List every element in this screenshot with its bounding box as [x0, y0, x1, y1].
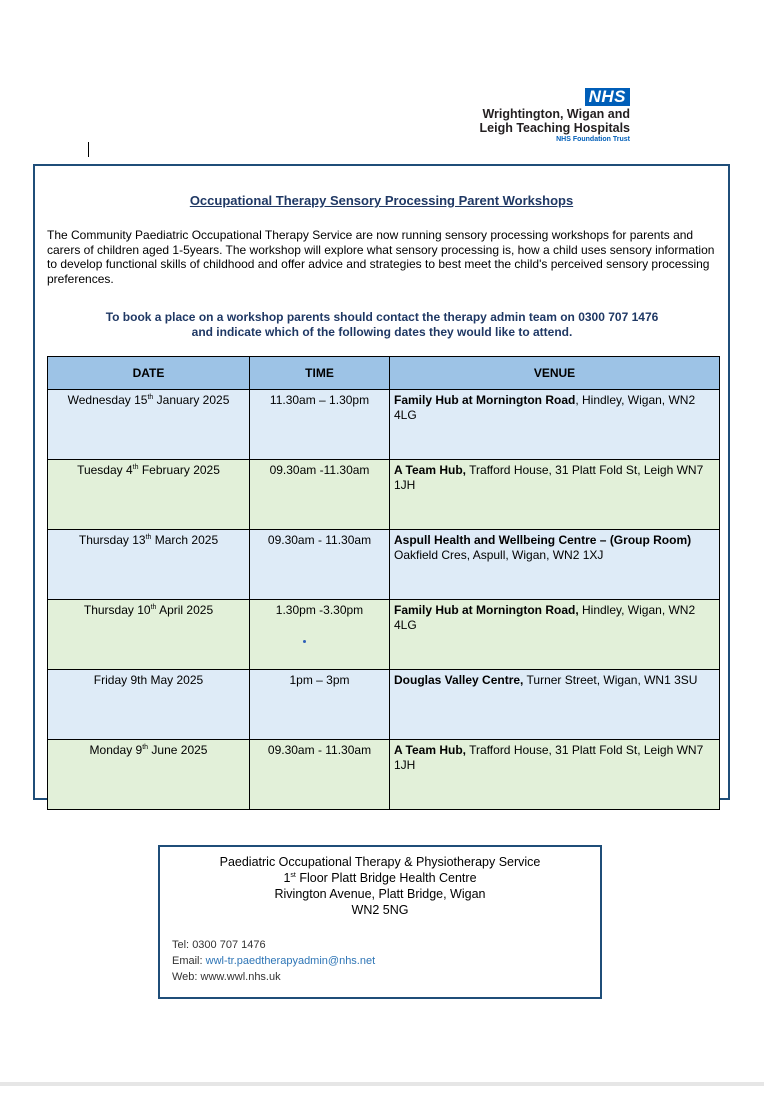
address-lines	[160, 854, 600, 918]
workshop-venue: Douglas Valley Centre, Turner Street, Wigan, WN1 3SU	[390, 670, 720, 740]
workshop-schedule-table	[47, 356, 720, 810]
email-link[interactable]: wwl-tr.paedtherapyadmin@nhs.net	[205, 955, 376, 967]
column-header-time: TIME	[250, 357, 390, 390]
text-cursor	[88, 142, 89, 157]
telephone-line: Tel: 0300 707 1476	[172, 939, 266, 951]
table-row	[48, 600, 720, 670]
table-row	[48, 740, 720, 810]
contact-details	[172, 937, 375, 985]
workshop-venue: Family Hub at Mornington Road, Hindley, Wigan, WN2 4LG	[390, 390, 720, 460]
workshop-date: Tuesday 4th February 2025	[48, 460, 250, 530]
table-row	[48, 460, 720, 530]
workshop-date: Monday 9th June 2025	[48, 740, 250, 810]
page-title: Occupational Therapy Sensory Processing Parent Workshops	[189, 193, 574, 208]
stray-dot-mark	[303, 640, 306, 643]
workshop-time: 1.30pm -3.30pm	[250, 600, 390, 670]
telephone-number: 0300 707 1476	[192, 939, 266, 951]
workshop-time: 09.30am -11.30am	[250, 460, 390, 530]
workshop-date: Thursday 13th March 2025	[48, 530, 250, 600]
booking-line-1: To book a place on a workshop parents should contact the therapy admin team on 0300 707 1476	[105, 310, 659, 324]
workshop-venue: A Team Hub, Trafford House, 31 Platt Fold St, Leigh WN7 1JH	[390, 460, 720, 530]
booking-line-2: and indicate which of the following dates they would like to attend.	[191, 325, 573, 339]
address-postcode: WN2 5NG	[351, 903, 409, 917]
table-row	[48, 390, 720, 460]
intro-paragraph: The Community Paediatric Occupational Therapy Service are now running sensory processing workshops for parents and carers of children aged 1-5years. The workshop will explore what sensory processing is, how a child uses sensory information to develop functional skills of childhood and offer advice and strategies to best meet the child's perceived sensory processing preferences.	[47, 228, 715, 286]
email-line: Email: wwl-tr.paedtherapyadmin@nhs.net	[172, 955, 376, 967]
nhs-trust-logo	[436, 88, 632, 145]
service-name: Paediatric Occupational Therapy & Physiotherapy Service	[219, 855, 541, 869]
workshop-time: 09.30am - 11.30am	[250, 740, 390, 810]
foundation-trust-label: NHS Foundation Trust	[556, 136, 630, 143]
website-link[interactable]: www.wwl.nhs.uk	[200, 971, 281, 983]
trust-name-line-1: Wrightington, Wigan and	[482, 107, 630, 121]
workshop-date: Thursday 10th April 2025	[48, 600, 250, 670]
column-header-venue: VENUE	[390, 357, 720, 390]
workshop-time: 11.30am – 1.30pm	[250, 390, 390, 460]
nhs-logo-badge: NHS	[585, 88, 630, 106]
table-row	[48, 530, 720, 600]
workshop-date: Wednesday 15th January 2025	[48, 390, 250, 460]
page-bottom-divider	[0, 1082, 764, 1086]
workshop-venue: A Team Hub, Trafford House, 31 Platt Fold St, Leigh WN7 1JH	[390, 740, 720, 810]
workshop-venue: Family Hub at Mornington Road, Hindley, Wigan, WN2 4LG	[390, 600, 720, 670]
service-address-box	[158, 845, 602, 999]
column-header-date: DATE	[48, 357, 250, 390]
address-line-street: Rivington Avenue, Platt Bridge, Wigan	[274, 887, 486, 901]
workshop-info-box	[33, 164, 730, 800]
web-line: Web: www.wwl.nhs.uk	[172, 971, 281, 983]
workshop-time: 09.30am - 11.30am	[250, 530, 390, 600]
address-line-floor: 1st Floor Platt Bridge Health Centre	[283, 871, 477, 885]
table-row	[48, 670, 720, 740]
workshop-time: 1pm – 3pm	[250, 670, 390, 740]
workshop-date: Friday 9th May 2025	[48, 670, 250, 740]
booking-instructions	[47, 310, 717, 340]
trust-name-line-2: Leigh Teaching Hospitals	[479, 121, 630, 135]
table-header-row	[48, 357, 720, 390]
workshop-venue: Aspull Health and Wellbeing Centre – (Group Room) Oakfield Cres, Aspull, Wigan, WN2 1XJ	[390, 530, 720, 600]
